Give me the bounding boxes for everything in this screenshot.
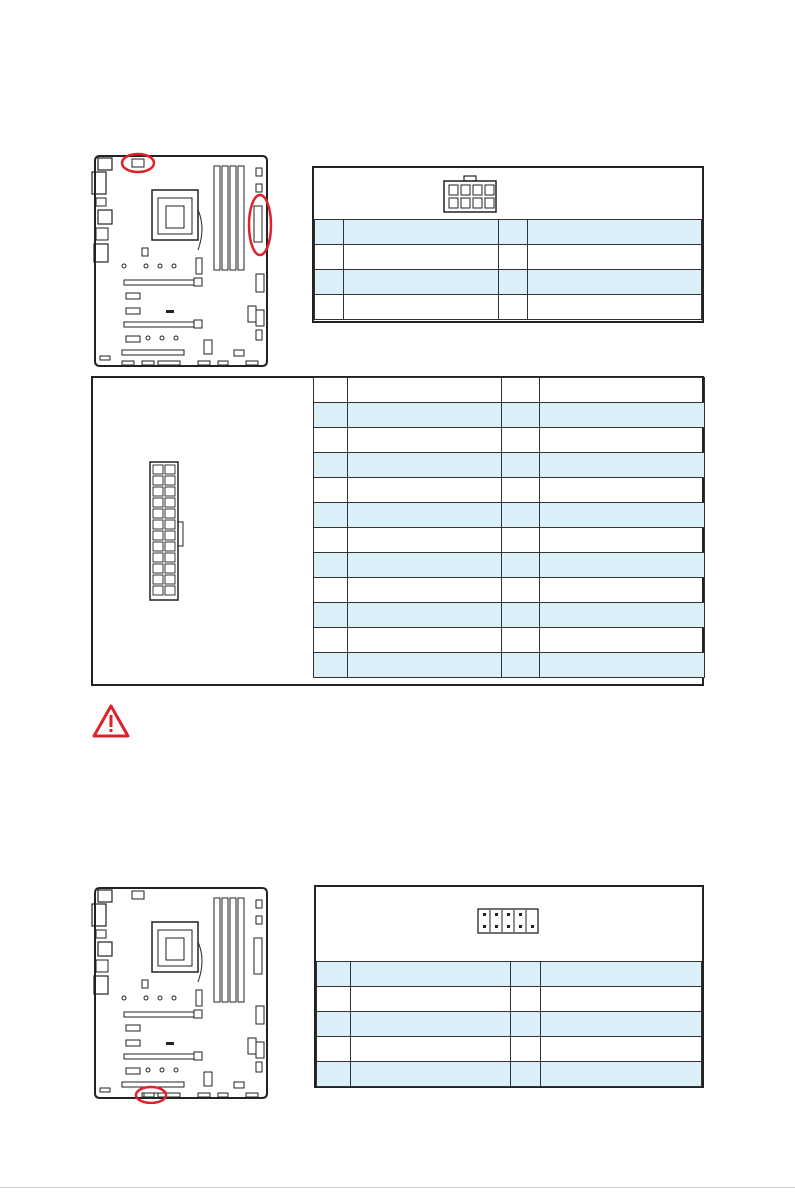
table-row [314, 628, 705, 653]
table-row [314, 403, 705, 428]
motherboard-layout-icon [86, 150, 286, 372]
table-row [314, 578, 705, 603]
table-row [314, 478, 705, 503]
table-row [314, 553, 705, 578]
motherboard-diagram-top [86, 150, 286, 372]
table-row [314, 453, 705, 478]
eight-pin-connector-icon [442, 174, 498, 214]
motherboard-layout-icon [86, 882, 286, 1104]
table-row [315, 270, 702, 295]
table-row [314, 653, 705, 678]
table-row [317, 1012, 702, 1037]
table-row [314, 378, 705, 403]
warning-triangle-icon [92, 704, 130, 738]
header-connector-panel [314, 885, 704, 1088]
table-row [317, 1062, 702, 1087]
footer-divider [0, 1187, 795, 1188]
cpu-power-pin-table [314, 219, 702, 320]
table-row [317, 987, 702, 1012]
table-row [315, 245, 702, 270]
table-row [315, 220, 702, 245]
highlight-bottom-header [136, 1087, 166, 1103]
table-row [315, 295, 702, 320]
twenty-four-pin-connector-icon [148, 460, 188, 602]
table-row [314, 528, 705, 553]
motherboard-diagram-bottom [86, 882, 286, 1104]
table-row [317, 1037, 702, 1062]
cpu-power-connector-panel [312, 166, 704, 323]
table-row [314, 503, 705, 528]
ten-pin-header-icon [476, 907, 540, 935]
table-row [317, 962, 702, 987]
table-row [314, 428, 705, 453]
atx-power-pin-table [313, 377, 705, 678]
header-pin-table [316, 961, 702, 1087]
table-row [314, 603, 705, 628]
atx-power-connector-panel [91, 376, 704, 686]
